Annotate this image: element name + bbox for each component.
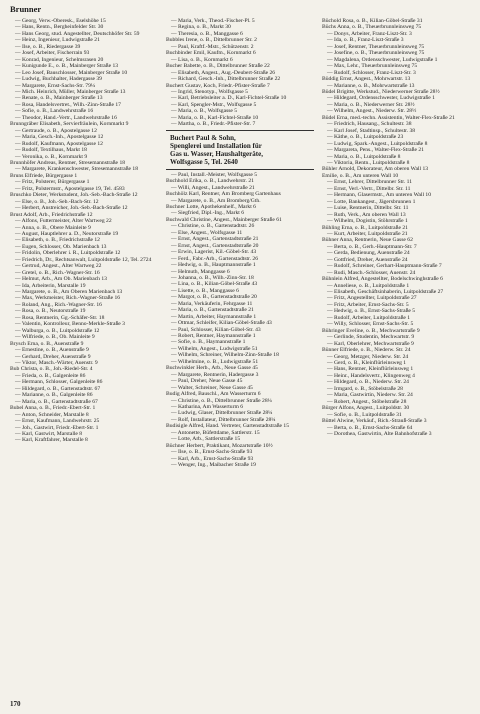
directory-entry: — Rosa, Handelsvertret., Wilh.-Zinn-Straße 17 [15, 101, 121, 108]
directory-entry: — Willi, Angest., Landwehrstraße 21 [171, 184, 255, 191]
directory-entry: — Ruth, Verk., Am oberen Wall 13 [327, 211, 406, 218]
directory-entry: — Sofie, o. B., Landwehrstraße 16 [15, 108, 94, 115]
directory-entry: — Kurt, Arbeiter, Luitpoldstraße 21 [327, 230, 408, 237]
directory-entry: — Fritz, Polsterer, Bürgergasse 1 [15, 179, 90, 186]
directory-entry: — Berta, o. B., Ernst-Sachs-Straße 64 [327, 424, 413, 431]
directory-entry: — Maria, o. B., Karl-Fichtel-Straße 10 [171, 114, 259, 121]
directory-entry: — Kunigunde E., o. B., Mainberger Straße 13 [15, 63, 119, 70]
directory-entry: — Ernst, Verl.-Vertr., Dittelbr. Str. 11 [327, 185, 411, 192]
directory-entry: — Rudolf, Kaufmann, Apostelgasse 12 [15, 140, 103, 147]
directory-entry: — Ida, Arbeiterin, Marstalle 19 [15, 282, 86, 289]
directory-entry: Büchs Anna, o. B., Theuerbrunnleinsweg 75 [322, 24, 422, 31]
directory-entry: — Friedrich, Dr., Rechtsanwalt, Luitpoldstraße 12, Tel. 2724 [15, 256, 152, 263]
directory-entry: Büttel Alwine, Verkäuf., Rich.-Strauß-Straße 3 [322, 418, 427, 425]
section-header: Brunner [10, 4, 42, 14]
directory-entry: — Max, Lehr., Theuerbrunnleinsweg 75 [327, 63, 418, 70]
directory-entry: — Erwin, Lagerist, Kil.-Göbel-Str. 43 [171, 249, 257, 256]
directory-entry: — Lotte, Bankangest., Jägersbrunnen 1 [327, 198, 416, 205]
directory-entry: — Ferd., Fabr.-Arb., Gartenstadtstr. 26 [171, 255, 259, 262]
directory-entry: — Rudolf, Schreiner, Gerhart-Hauptmann-Straße 7 [327, 263, 442, 270]
directory-entry: — Robert, Angest., Stöbelstraße 28 [327, 398, 407, 405]
directory-entry: — Alfons, Futtermeister, Alter Wartweg 22 [15, 218, 112, 225]
directory-entry: — Lotte, Arb., Sattlerstraße 15 [171, 436, 241, 443]
directory-entry: Bühner Anna, Rentnerin, Neue Gasse 62 [322, 237, 413, 244]
directory-entry: Bürger Alfons, Angest., Luitpoldstr. 30 [322, 405, 410, 412]
directory-entry: — Karl, Arb., Ernst-Sachs-Straße 93 [171, 455, 254, 462]
directory-entry: Bub Christa, o. B., Joh.-Riedel-Str. 4 [10, 366, 93, 373]
directory-entry: — Ernst, Kaufmann, Landwehrstr. 25 [15, 418, 100, 425]
directory-entry: — Hermann, Schlosser, Galgenleite 86 [15, 379, 103, 386]
directory-entry: Büddig Ernst, Angest., Mohrwartstr. 13 [322, 76, 411, 83]
directory-entry: — Leo Josef, Bauschlosser, Mainberger Straße 10 [15, 69, 128, 76]
directory-entry: Buchhold Erika, o. B., Landwehrstr. 21 [166, 178, 254, 185]
directory-entry: — Maria, o. B., Gartenstadtstraße 67 [15, 398, 98, 405]
directory-entry: — Margarete, Ernst-Sachs-Str. 79¼ [15, 82, 96, 89]
directory-entry: — Antonette, Büfettdame, Sattlerstr. 15 [171, 429, 260, 436]
directory-entry: — Rudolf, Textilhaus, Markt 18 [15, 147, 87, 154]
directory-entry: — Paul, Schlosser, Kilian-Göbel-Str. 43 [171, 326, 261, 333]
advertisement-line: Spenglerei und Installation für [170, 141, 262, 150]
directory-entry: — Ernst, Lehrer, Dittelbrunner Str. 11 [327, 179, 413, 186]
directory-entry: — Anneliese, o. B., Luitpoldstraße 1 [327, 282, 410, 289]
directory-entry: — Willy, Schlosser, Ernst-Sachs-Str. 5 [327, 321, 414, 328]
directory-entry: Budig Alfred, Bauschl., Am Wasserturm 6 [166, 391, 261, 398]
advertisement-buchert [166, 130, 314, 170]
directory-entry: — Rosa, o. B., Neutorstraße 19 [15, 308, 86, 315]
directory-entry: — Margareta, Pens., Walter-Flex-Straße 21 [327, 147, 424, 154]
directory-entry: — Hildegard, o. B., Niederw. Str. 24 [327, 379, 409, 386]
directory-entry: — Maria, o. B., Niederwerner Str. 28½ [327, 101, 415, 108]
directory-entry: — Walburga, o. B., Luitpoldstraße 12 [15, 327, 100, 334]
directory-entry: Büdel Brigitte, Werkstud., Niederwerner Straße 28½ [322, 88, 440, 95]
directory-entry: — Gretel, o. B., Rich.-Wagner-Str. 16 [15, 269, 100, 276]
directory-entry: — Ernestine, o. B., Auenstraße 9 [15, 347, 89, 354]
directory-entry: Buchwinkler Herb., Arb., Neue Gasse 45 [166, 365, 258, 372]
directory-entry: — Rudi, Masch.-Schlosser, Auenstr. 24 [327, 269, 416, 276]
directory-entry: — Maria, o. B., Wolfsgasse 5 [171, 108, 238, 115]
directory-entry: — Josefine, o. B., Theuerbrunnleinsweg 75 [327, 50, 425, 57]
directory-entry: — Wilhelm, Angest., Niederw. Str. 28½ [327, 108, 417, 115]
directory-entry: — Roland, Ang., Rich.-Wagner-Str. 16 [15, 301, 102, 308]
page-number: 170 [10, 700, 21, 708]
directory-entry: Bubel Anna, o. B., Friedr.-Ebert-Str. 1 [10, 405, 96, 412]
directory-entry: Brunngräber Elisabeth, Servierfräulein, Kornmarkt 9 [10, 121, 129, 128]
directory-entry: — Else, o. B., Joh.-Seb.-Bach-Str. 12 [15, 198, 99, 205]
directory-entry: — Karl Josef, Stadtinsp., Schultestr. 38 [327, 127, 416, 134]
directory-entry: — Maria, o. B., Gartenstadtstraße 21 [171, 307, 254, 314]
directory-entry: — Berta, o. B., Gerh.-Hauptmann-Str. 7 [327, 243, 417, 250]
directory-entry: — Maria, Verkäuferin, Fehrgasse 11 [171, 300, 253, 307]
directory-entry: — Renate, o. B., Mainberger Straße 13 [15, 95, 103, 102]
directory-entry: — Karl, Kraftfahrer, Marstalle 8 [15, 437, 88, 444]
directory-entry: — Luise, Rentnerin, Dittelbr. Str. 11 [327, 205, 409, 212]
directory-entry: — Herbert, Anstreicher, Joh.-Seb.-Bach-Straße 12 [15, 205, 128, 212]
directory-entry: — Maria, o. B., Luitpoldstraße 8 [327, 153, 401, 160]
directory-entry: Brunnhöfer Andreas, Rentner, Stresemannstraße 18 [10, 159, 126, 166]
directory-entry: — Anton, Schneider, Marstalle 8 [15, 411, 89, 418]
directory-entry: — Marianne, o. B., Galgenleite 86 [15, 392, 93, 399]
directory-entry: — Joh., Gastwirt, Friedr.-Ebert-Str. 1 [15, 424, 99, 431]
directory-entry: — Ilse, o. B., Ernst-Sachs-Straße 93 [171, 449, 253, 456]
directory-entry: — Ida, o. B., Franz-Liszt-Straße 3 [327, 37, 404, 44]
directory-entry: — Maria, Gesch.-Inh., Apostelgasse 12 [15, 134, 104, 141]
directory-entry: — Gerhard, Dreher, Auenstraße 9 [15, 353, 91, 360]
directory-entry: — Fridolin, Oberlehrer i. R., Luitpoldstraße 12 [15, 250, 121, 257]
directory-entry: — Marianne, o. B., Mohrwartstraße 13 [327, 82, 415, 89]
directory-entry: Buchwald Christine, Angest., Mainberger Straße 61 [166, 216, 282, 223]
directory-entry: — Karl, Betriebsleiter a. D., Karl-Fichtel-Straße 10 [171, 95, 287, 102]
directory-entry: Bühling Erna, o. B., Luitpoldstraße 21 [322, 224, 408, 231]
directory-entry: — Helmut, Arb., Am Ob. Marienbach 13 [15, 276, 107, 283]
directory-entry: — Viktor, Masch.-Wärter, Auenstr. 9 [15, 360, 98, 367]
directory-entry: — Wilhelmine, o. B., Ludwigstraße 51 [171, 358, 259, 365]
advertisement-line: Wolfsgasse 5, Tel. 2640 [170, 157, 238, 166]
directory-entry: — Margarete, Rentnerin, Hadergasse 3 [171, 371, 259, 378]
directory-entry: Bruschko Dieter, Werkstudent, Joh.-Seb.-Bach-Straße 12 [10, 192, 138, 199]
directory-entry: — Else, Angest., Wolfsgasse 11 [171, 229, 243, 236]
directory-entry: — Georg, Metzger, Niederw. Str. 24 [327, 353, 409, 360]
directory-entry: — Theresia, o. B., Manggasse 6 [171, 30, 243, 37]
directory-entry: — Rolf, Installateur, Dittelbrunner Straße 28¼ [171, 416, 276, 423]
directory-entry: — August, Hauptlehrer a. D., Neutorstraße 19 [15, 230, 119, 237]
directory-entry: — Käthe, o. B., Luitpoldstraße 23 [327, 134, 404, 141]
directory-entry: Buchner Lotte, Apothekenhelf., Markt 6 [166, 203, 256, 210]
directory-entry: Buchbinder Emil, Kaufm., Kornmarkt 6 [166, 50, 256, 57]
directory-entry: — Ludwig, Spark.-Angest., Luitpoldstraße 8 [327, 140, 428, 147]
directory-entry: — Gertraude, o. B., Apostelgasse 12 [15, 127, 97, 134]
directory-entry: — Wenger, Ing., Maibacher Straße 19 [171, 462, 256, 469]
directory-entry: — Richard, Gesch.-Inh., Dittelbrunner Straße 22 [171, 76, 281, 83]
directory-entry: — Paul, Kraftf.-Mstr., Schützenstr. 2 [171, 43, 254, 50]
directory-entry: — Max, Werkmeister, Rich.-Wagner-Straße 16 [15, 295, 121, 302]
directory-entry: — Lina, o. B., Kilian-Göbel-Straße 43 [171, 281, 258, 288]
directory-entry: — Walter, Schreiner, Neue Gasse 45 [171, 384, 253, 391]
directory-entry: — Margarete, o. B., Am Bromberg/Gth. [171, 197, 261, 204]
directory-entry: — Martin, Arbeiter, Haymannstraße 1 [171, 313, 257, 320]
directory-entry: — Paul, Dreher, Neue Gasse 45 [171, 378, 243, 385]
directory-entry: — Hildegard, o. B., Gartenstadtstr. 67 [15, 385, 101, 392]
directory-entry: — Maria, Gastwirtin, Niederw. Str. 24 [327, 392, 413, 399]
column-1 [10, 18, 158, 688]
directory-entry: — Rudolf, Arbeiter, Luitpoldstraße 1 [327, 314, 411, 321]
directory-entry: — Josef, Arbeiter, Fischerrain 93 [15, 50, 90, 57]
directory-entry: — Ludwig, Buchhalter, Hadergasse 39 [15, 76, 102, 83]
directory-entry: — Helmuth, Manggasse 6 [171, 268, 230, 275]
directory-entry: Brust Adolf, Arb., Friedrichstraße 12 [10, 211, 93, 218]
directory-entry: — Margarete, o. B., Am Oberen Marienbach 13 [15, 289, 123, 296]
directory-entry: — Ludwig, Glaser, Dittelbrunner Straße 28¼ [171, 410, 273, 417]
advertisement-line: Gas u. Wasser, Haushaltgeräte, [170, 149, 263, 158]
directory-entry: — Fritz, Arbeiter, Ernst-Sachs-Str. 5 [327, 301, 409, 308]
directory-entry: — Karl, Spengler-Mstr., Wolfsgasse 5 [171, 101, 257, 108]
directory-entry: Emilie, o. B., Am unteren Wall 10 [322, 172, 399, 179]
directory-entry: — Gottfried, Dreher, Auenstraße 24 [327, 256, 408, 263]
directory-entry: — Frieda, o. B., Galgenleite 86 [15, 372, 86, 379]
directory-entry: — Ilse, o. B., Riedergasse 39 [15, 43, 81, 50]
directory-entry: — Heinr., Handelsvertr., Klingenweg 4 [327, 372, 415, 379]
directory-entry: Buchert Gustav, Koch, Friedr.-Pfister-Straße 7 [166, 82, 270, 89]
directory-entry: — Fritz, Polstermstr., Apostelgasse 19, Tel. 4583 [15, 185, 125, 192]
directory-entry: — Josef, Rentner, Theuerbrunnleinsweg 75 [327, 43, 425, 50]
directory-entry: — Magdalena, Ordensschwester, Ludwigstraße 1 [327, 56, 438, 63]
directory-entry: — Hildegard, Ordensschwester, Ludwigstraße 1 [327, 95, 435, 102]
directory-entry: — Anna, o. B., Obere Mainleite 9 [15, 224, 91, 231]
directory-entry: Büchner Herbert, Praktikant, Mozartstraße 10½ [166, 442, 273, 449]
directory-entry: — Irmgard, o. B., Stöbelstraße 28 [327, 385, 403, 392]
directory-entry: Bünner Elfriede, o. B., Niederw. Str. 24 [322, 347, 411, 354]
directory-entry: — Sofie, o. B., Haymannstraße 1 [171, 339, 246, 346]
directory-entry: — Hans, Rentn., Bergheinfelder Str. 30 [15, 24, 104, 31]
directory-entry: — Hans, Rentner, Kleinflürleinsweg 1 [327, 366, 414, 373]
directory-entry: — Ingrid, Stenotyp., Wolfsgasse 5 [171, 88, 248, 95]
directory-entry: — Robert, Rentner, Haymannstraße 1 [171, 333, 256, 340]
directory-entry: Brysch Erna, o. B., Auenstraße 9 [10, 340, 84, 347]
directory-entry: — Ernst, Angest., Gartenstadtstraße 21 [171, 236, 259, 243]
directory-entry: — Viktoria, Rentn., Luitpoldstraße 8 [327, 159, 410, 166]
directory-entry: — Hedwig, o. B., Hauptmannstraße 1 [171, 262, 256, 269]
directory-entry: Bubbles Irene, o. B., Dittelbrunner Str. 2 [166, 37, 257, 44]
directory-entry: — Hermann, Glasermstr., Am unteren Wall 10 [327, 192, 431, 199]
directory-entry: — Elisabeth, o. B., Friedrichstraße 12 [15, 237, 100, 244]
directory-entry: Bucher Babette, o. B., Dittelbrunner Straße 22 [166, 63, 270, 70]
directory-entry: — Dorothea, Gastwirtin, Alte Bahnhofstraße 3 [327, 431, 432, 437]
directory-entry: — Wilfriede, o. B., Ob. Mainleite 9 [15, 334, 95, 341]
directory-entry: — Karl, Gastwirt, Marstalle 8 [15, 431, 83, 437]
directory-entry: Büchold Rosa, o. B., Kilian-Göbel-Straße 31 [322, 18, 423, 24]
directory-entry: — Mich. Heinrich, Müller, Mainberger Straße 13 [15, 88, 126, 95]
directory-entry: — Christine, o. B., Dittelbrunner Straße 28¼ [171, 397, 272, 404]
directory-entry: — Wilhelm, Schreiner, Wilhelm-Zinn-Straße 18 [171, 352, 279, 359]
directory-entry: — Johanna, o. B., Wilh.-Zinn-Str. 18 [171, 274, 254, 281]
directory-entry: — Eugen, Schlosser, Ob. Marienbach 13 [15, 243, 107, 250]
directory-entry: — Katharina, Am Wasserturm 6 [171, 404, 243, 411]
directory-entry: Budisigle Alfred, Hand. Vertreter, Gartenstadtstraße 15 [166, 423, 290, 430]
directory-entry: Bühringer Eveline, o. B., Mechwartstraße 9 [322, 327, 420, 334]
advertisement-line: Buchert Paul & Sohn, [170, 133, 236, 142]
column-3 [322, 18, 470, 688]
directory-entry: — Paul, Install.-Meister, Wolfsgasse 5 [171, 171, 258, 178]
directory-entry: — Christine, o. B., Gartenstadtstr. 26 [171, 223, 255, 230]
column-2 [166, 18, 314, 688]
directory-entry: — Wilhelm, Angest., Ludwigstraße 51 [171, 345, 258, 352]
directory-entry: — Theodor, Hand.-Vertr., Landwehrstraße 16 [15, 114, 117, 121]
directory-entry: — Maria, Verk., Theod.-Fischer-Pl. 5 [171, 18, 255, 24]
directory-entry: — Ottmar, Schleifer, Kilian-Göbel-Straße 43 [171, 320, 272, 327]
directory-entry: — Valentin, Kontrolleur, Benno-Merkle-Straße 3 [15, 321, 125, 328]
directory-entry: — Margarete, Krankenschwester, Stresemannstraße 18 [15, 166, 139, 173]
directory-entry: — Gertrud, Angest., Alter Wartweg 22 [15, 263, 102, 270]
directory-entry: — Elisabeth, Geschäftsinhaberin, Luitpoldstraße 27 [327, 289, 444, 296]
directory-entry: — Siegfried, Dipl.-Ing., Markt 6 [171, 210, 245, 217]
directory-entry: — Hedwig, o. B., Ernst-Sachs-Straße 5 [327, 308, 416, 315]
directory-entry: — Karl, Oberlehrer, Mechwartstraße 9 [327, 340, 414, 347]
directory-entry: — Margot, o. B., Gartenstadtstraße 20 [171, 294, 257, 301]
directory-entry: Bühler Arnold, Dekorateur, Am oberen Wall 13 [322, 166, 429, 173]
directory-entry: Buchhölz Karl, Rentner, Am Bromberg Gartenhaus [166, 191, 281, 198]
directory-entry: Bruns Elfriede, Bürgergasse 1 [10, 172, 78, 179]
directory-entry: — Georg, Verw.-Oberesk., Eselshöhe 15 [15, 18, 106, 24]
directory-entry: Bühnlein Alfred, Angestellter, Bodelschwinghstraße 6 [322, 276, 443, 283]
directory-entry: — Lisa, o. B., Kornmarkt 6 [171, 56, 233, 63]
directory-entry: — Ernst, Angest., Gartenstadtstraße 20 [171, 242, 259, 249]
directory-entry: — Donys, Arbeiter, Franz-Liszt-Str. 3 [327, 30, 412, 37]
directory-entry: — Veronika, o. B., Kornmarkt 9 [15, 153, 88, 160]
directory-entry: — Gerda, Bedienung, Auenstraße 24 [327, 250, 410, 257]
directory-entry: — Regina, o. B., Markt 30 [171, 24, 231, 31]
directory-entry: — Gerd, o. B., Kleinflürleinsweg 1 [327, 360, 407, 367]
directory-entry: — Hans Georg, stud. Angestellter, Deutschhöfer Str. 59 [15, 30, 140, 37]
directory-entry: — Friedrich, Hausang., Schultestr. 38 [327, 121, 412, 128]
columns [10, 18, 470, 688]
directory-entry: — Fritz, Angestellter, Luitpoldstraße 27 [327, 295, 417, 302]
directory-entry: — Rudolf, Schlosser, Franz-Liszt-Str. 3 [327, 69, 416, 76]
directory-entry: — Heinz, Ingenieur, Ludwigstraße 21 [15, 37, 100, 44]
directory-entry: — Konrad, Ingenieur, Schelmsrasen 20 [15, 56, 104, 63]
directory-entry: — Lisette, o. B., Manggasse 6 [171, 287, 239, 294]
directory-entry: — Martha, o. B., Friedr.-Pfister-Str. 7 [171, 121, 256, 128]
directory-entry: — Sofie, o. B., Luitpoldstraße 31 [327, 411, 402, 418]
directory-entry: — Elisabeth, Angest., Aug.-Deubert-Straße 26 [171, 69, 276, 76]
directory-entry: — Rosa, Rentnerin, Gg.-Schäfer-Str. 18 [15, 314, 105, 321]
directory-entry: — Wilhelm, Dogistin, Stöhrstraße 1 [327, 218, 408, 225]
directory-entry: — Gerlinde, Studentin, Mechwartstr. 9 [327, 334, 415, 341]
directory-entry: Büdel Erna, med.-techn. Assistentin, Walter-Flex-Straße 21 [322, 114, 455, 121]
